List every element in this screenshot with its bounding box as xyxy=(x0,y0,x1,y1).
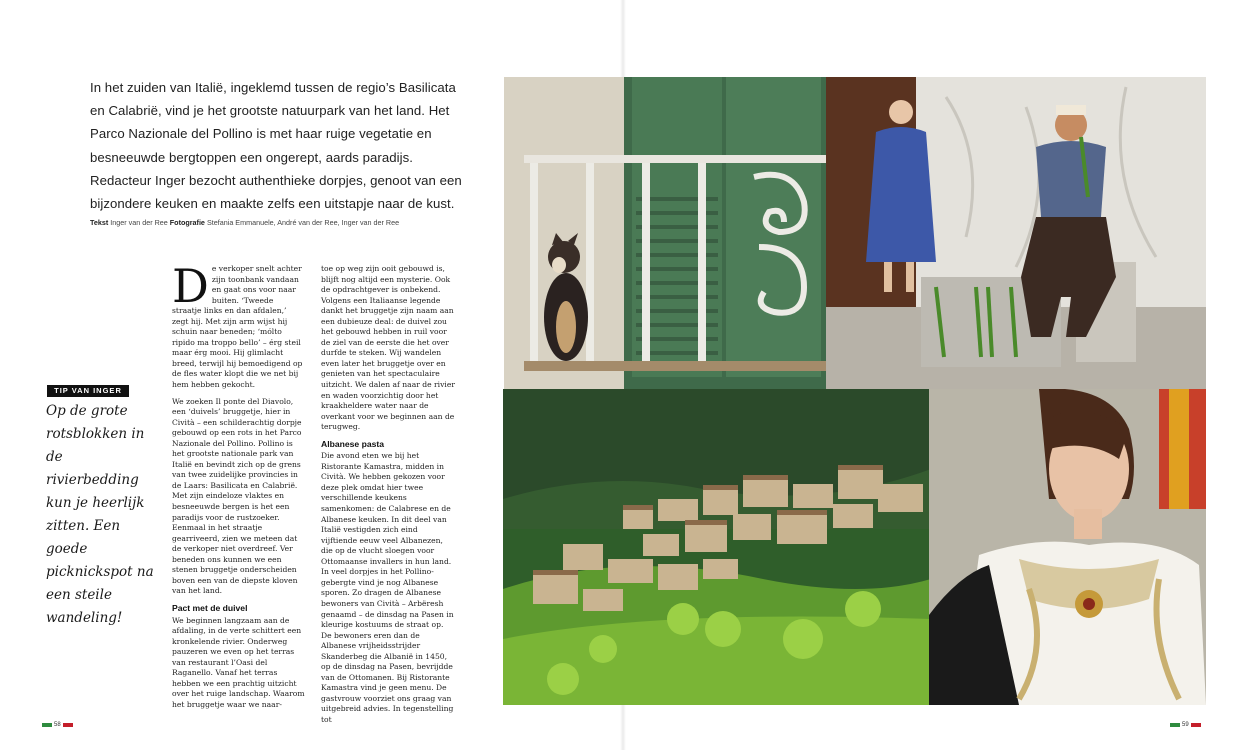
intro-paragraph: In het zuiden van Italië, ingeklemd tussen de regio’s Basilicata en Calabrië, vind je het grootste natuurpark van het land. Het Parco Nazionale del Pollino is met haar ruige vegetatie en besneeuwde bergtoppen een ongerept, aards paradijs. Redacteur Inger bezocht authenthieke dorpjes, genoot van een bijzondere keuken en maakte zelfs een uitstapje naar de kust. xyxy=(90,80,462,212)
photo-cat-balcony xyxy=(504,77,826,389)
credits-photo-value: Stefania Emmanuele, André van der Ree, Inger van der Ree xyxy=(206,218,400,227)
article-paragraph: Die avond eten we bij het Ristorante Kamastra, midden in Cività. We hebben gekozen voor deze plek omdat hier twee verschillende keukens samenkomen: de Calabrese en de Albanese keuken. In dit deel van Italië vestigden zich eind vijftiende eeuw veel Albanezen, die op de vlucht sloegen voor Ottomaanse invallers in hun land. In veel dorpjes in het Pollino-gebergte vind je nog Albanese sporen. Zo dragen de Albanese bewoners van Cività – Arbëresh genaamd – de dinsdag na Pasen in kleurige kostuums de straat op. De bewoners eren dan de Albanese vrijheidsstrijder Skanderbeg die Albanië in 1450, op de dinsdag na Pasen, bevrijdde van de Ottomanen. Bij Ristorante Kamastra vind je geen menu. De gastvrouw voorziet ons graag van uitgebreid advies. In tegenstelling tot xyxy=(321,451,454,724)
folio-right xyxy=(1170,722,1201,729)
flag-red-swatch xyxy=(1191,723,1201,727)
drop-cap: D xyxy=(172,259,209,313)
article-column-2 xyxy=(321,264,455,732)
paragraph-text: e verkoper snelt achter zijn toonbank vandaan en gaat ons voor naar buiten. ‘Tweede straatje links en dan afdalen,’ zegt hij. Met zijn arm wijst hij schuin naar beneden; ‘mólto ripido ma troppo bello’ – érg steil maar érg mooi. Hij glimlacht breed, terwijl hij bemoedigend op de fles water klopt die we net bij hem hebben gekocht. xyxy=(172,264,303,390)
page-number-right: 59 xyxy=(1182,722,1189,728)
article-column-1 xyxy=(172,259,305,716)
subheading: Albanese pasta xyxy=(321,438,385,449)
credits-text-value: Inger van der Ree xyxy=(110,218,168,227)
article-paragraph: We zoeken Il ponte del Diavolo, een ‘duivels’ bruggetje, hier in Cività – een schilderachtig dorpje gebouwd op een rots in het Parco Nazionale del Pollino. Pollino is het grootste nationale park van Italië en bevindt zich op de grens van twee zuidelijke provincies in de Laars: Basilicata en Calabrië. Met zijn eindeloze vlaktes en besneeuwde bergen is het een paradijs voor de rustzoeker. Eenmaal in het straatje gearriveerd, zien we meteen dat de verkoper niet overdreef. Ver beneden ons kunnen we een stenen bruggetje onderscheiden boven een van de diepste kloven van het land. xyxy=(172,396,302,596)
page-number-left: 58 xyxy=(54,722,61,728)
flag-green-swatch xyxy=(1170,723,1180,727)
photo-girl-costume xyxy=(929,389,1206,705)
flag-red-swatch xyxy=(63,723,73,727)
photo-elderly-couple xyxy=(826,77,1206,389)
subheading: Pact met de duivel xyxy=(172,602,248,613)
credits-photo-label: Fotografie xyxy=(169,218,205,227)
folio-left xyxy=(42,722,73,729)
article-paragraph: We beginnen langzaam aan de afdaling, in de verte schittert een kronkelende rivier. Onderweg pauzeren we even op het terras van restaurant l’Oasi del Raganello. Vanaf het terras hebben we een prachtig uitzicht over het ruige landschap. Waarom het bruggetje waar we naar- xyxy=(172,615,305,709)
article-paragraph: toe op weg zijn ooit gebouwd is, blijft nog altijd een mysterie. Ook de opdrachtgever is onbekend. Volgens een Italiaanse legende dankt het bruggetje zijn naam aan een dubieuze deal: de duivel zou het gebouwd hebben in ruil voor de ziel van de eerste die het over durfde te steken. Wij wandelen even later het bruggetje over en genieten van het spectaculaire uitzicht. We dalen af naar de rivier en waden voorzichtig door het kraakheldere water naar de overkant voor we beginnen aan de terugweg. xyxy=(321,264,455,432)
credits-text-label: Tekst xyxy=(90,218,109,227)
tip-label: TIP VAN INGER xyxy=(47,385,129,397)
tip-quote: Op de grote rotsblokken in de rivierbedding kun je heerlijk zitten. Een goede picknickspot na een steile wandeling! xyxy=(46,403,154,626)
article-paragraph xyxy=(172,259,305,391)
credits-line xyxy=(90,218,470,227)
flag-green-swatch xyxy=(42,723,52,727)
photo-hill-village xyxy=(503,389,931,705)
